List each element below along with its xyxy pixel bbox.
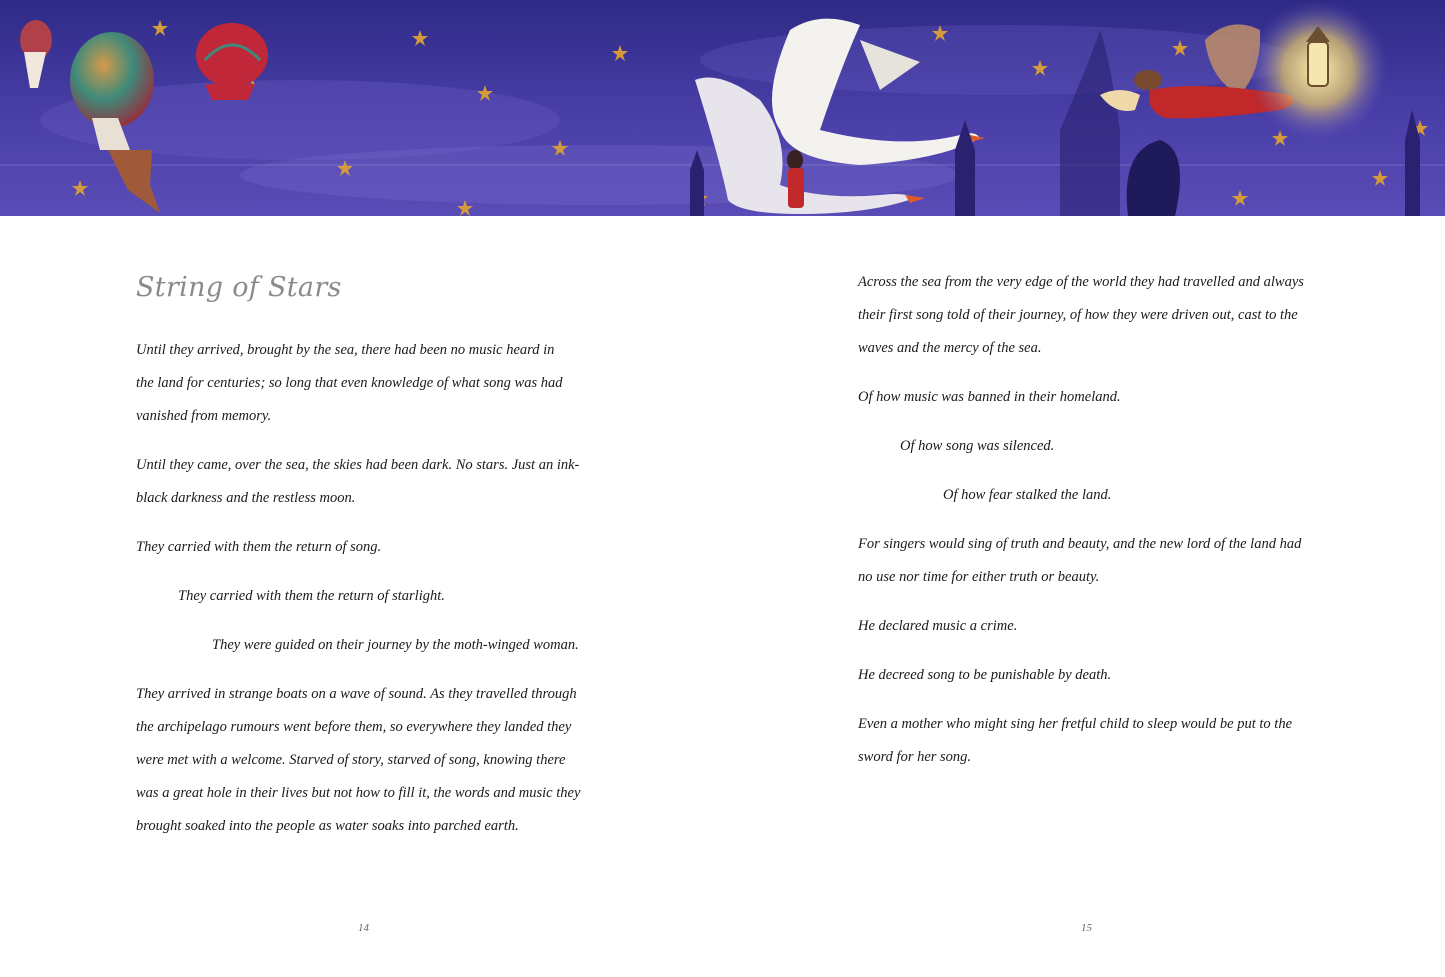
page-number: 15: [1081, 922, 1092, 934]
text-line: Until they arrived, brought by the sea, there had been no music heard in: [136, 342, 555, 358]
text-line: He declared music a crime.: [858, 618, 1018, 634]
lantern: [1248, 0, 1388, 140]
paragraph: [136, 678, 580, 843]
text-line: the archipelago rumours went before them, so everywhere they landed they: [136, 719, 572, 735]
paragraph: [858, 708, 1292, 774]
text-line: Across the sea from the very edge of the world they had travelled and always: [858, 274, 1304, 290]
paragraph: [858, 528, 1301, 594]
text-line: Of how fear stalked the land.: [943, 487, 1112, 503]
text-line: their first song told of their journey, of how they were driven out, cast to the: [858, 307, 1298, 323]
text-line: They carried with them the return of song.: [136, 539, 382, 555]
text-line: He decreed song to be punishable by death.: [858, 667, 1112, 683]
paragraph: [900, 430, 1054, 463]
text-line: They carried with them the return of starlight.: [178, 588, 445, 604]
text-line: were met with a welcome. Starved of story, starved of song, knowing there: [136, 752, 566, 768]
paragraph: [136, 449, 579, 515]
text-line: waves and the mercy of the sea.: [858, 340, 1042, 356]
text-line: They arrived in strange boats on a wave of sound. As they travelled through: [136, 686, 577, 702]
text-line: sword for her song.: [858, 749, 972, 765]
paragraph: [858, 381, 1121, 414]
left-page: [0, 216, 722, 977]
paragraph: [858, 266, 1304, 365]
text-line: vanished from memory.: [136, 408, 272, 424]
paragraph: [136, 531, 381, 564]
story-title: String of Stars: [136, 272, 342, 303]
night-sky-illustration: [0, 0, 1445, 216]
text-line: Of how song was silenced.: [900, 438, 1055, 454]
text-line: Even a mother who might sing her fretful child to sleep would be put to the: [858, 716, 1293, 732]
text-line: was a great hole in their lives but not how to fill it, the words and music they: [136, 785, 581, 801]
text-line: the land for centuries; so long that even knowledge of what song was had: [136, 375, 563, 391]
paragraph: [178, 580, 445, 613]
right-page: [723, 216, 1445, 977]
paragraph: [943, 479, 1111, 512]
paragraph: [858, 610, 1017, 643]
paragraph: [212, 629, 579, 662]
text-line: brought soaked into the people as water soaks into parched earth.: [136, 818, 519, 834]
page-number: 14: [358, 922, 369, 934]
text-line: black darkness and the restless moon.: [136, 490, 356, 506]
text-line: Of how music was banned in their homeland.: [858, 389, 1121, 405]
text-line: For singers would sing of truth and beauty, and the new lord of the land had: [858, 536, 1302, 552]
text-line: no use nor time for either truth or beauty.: [858, 569, 1100, 585]
girl-on-swan: [787, 150, 804, 208]
text-line: Until they came, over the sea, the skies had been dark. No stars. Just an ink-: [136, 457, 580, 473]
paragraph: [136, 334, 563, 433]
text-line: They were guided on their journey by the moth-winged woman.: [212, 637, 579, 653]
paragraph: [858, 659, 1111, 692]
